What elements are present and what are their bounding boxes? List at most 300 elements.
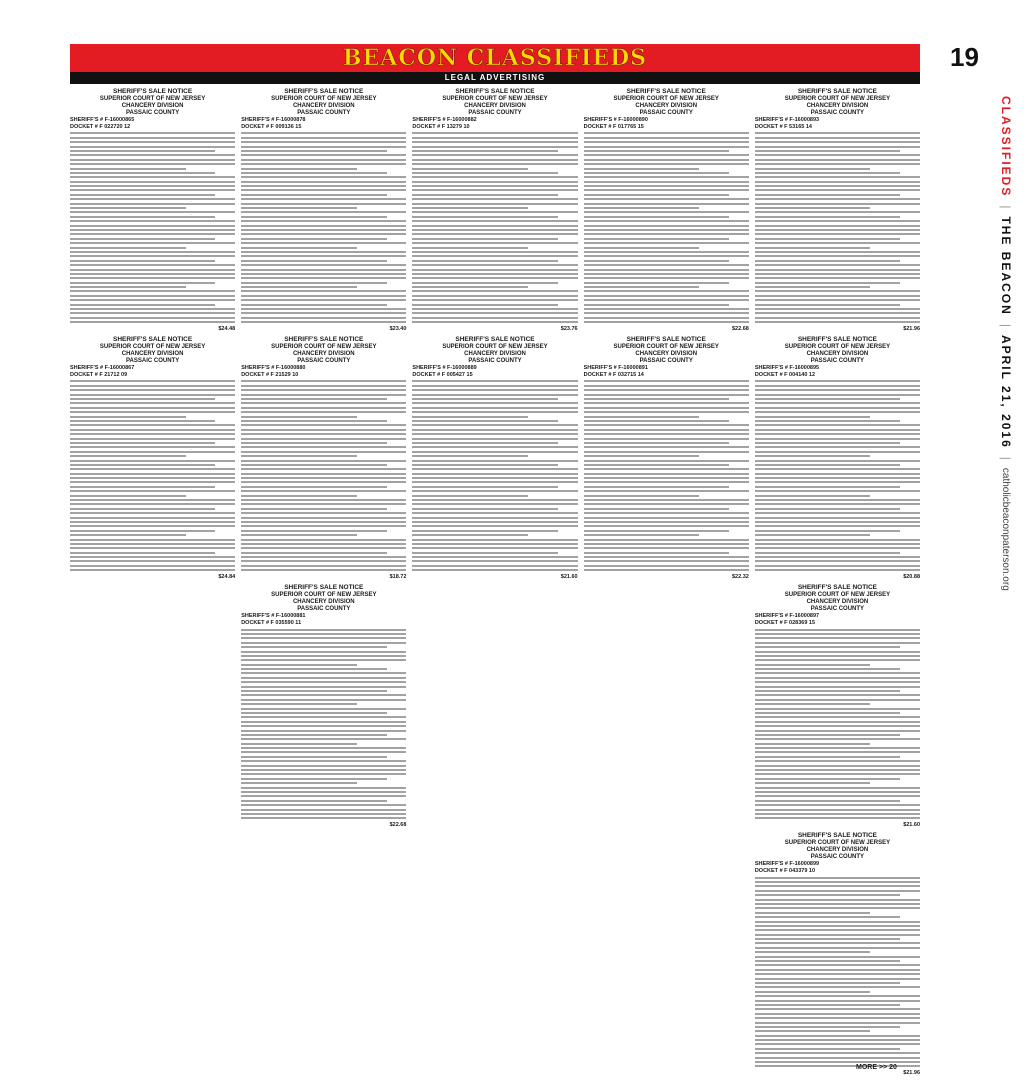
notice-body-line [241, 712, 386, 714]
notice-body-line [241, 730, 406, 732]
notice-body-line [241, 420, 386, 422]
notice-price: $24.84 [218, 573, 236, 580]
notice-body-line [70, 385, 235, 387]
notice-body-line [241, 159, 406, 161]
notice-docket-number: DOCKET # F 035590 11 [241, 619, 302, 626]
notice-body-line [412, 539, 577, 541]
continued-marker: MORE >> 20 [856, 1064, 897, 1071]
notice-body-line [584, 464, 729, 466]
notice-body-line [241, 738, 406, 740]
notice-body-line [755, 894, 900, 896]
notice-sheriff-number: SHERIFF'S # F-16000881 [241, 613, 306, 620]
notice-body-line [584, 433, 749, 435]
notice-body-line [241, 416, 357, 418]
notice-body-line [241, 760, 406, 762]
notice-price: $22.68 [731, 325, 749, 332]
notice-body-line [755, 225, 920, 227]
notice-body-line [412, 508, 557, 510]
notice-body-line [584, 269, 749, 271]
notice-body-line [412, 137, 577, 139]
notice-body-line [755, 747, 920, 749]
notice-body-line [241, 394, 406, 396]
notice-body-line [755, 508, 900, 510]
notice-body-line [70, 132, 235, 134]
notice-body-line [755, 416, 871, 418]
notice-title: SHERIFF'S SALE NOTICE [284, 88, 364, 95]
notice-body-line [755, 282, 900, 284]
notice-body-line [70, 486, 215, 488]
notice-body-line [755, 646, 900, 648]
notice-body-line [70, 525, 235, 527]
notice-body-line [755, 734, 900, 736]
notice-body-line [241, 282, 386, 284]
notice-body-line [755, 380, 920, 382]
notice-body-line [241, 716, 406, 718]
notice-body-line [584, 517, 749, 519]
notice-body-line [241, 455, 357, 457]
notice-body-line [584, 159, 749, 161]
notice-body-line [241, 734, 386, 736]
notice-body-line [584, 238, 729, 240]
notice-body-line [412, 433, 577, 435]
notice-body-line [412, 247, 528, 249]
notice-body-line [755, 290, 920, 292]
notice-division: CHANCERY DIVISION [806, 599, 869, 606]
notice-body-line [241, 795, 406, 797]
notice-sheriff-number: SHERIFF'S # F-16000897 [754, 613, 820, 620]
notice-body-line [755, 743, 871, 745]
notice-body-line [241, 681, 406, 683]
notice-body-line [584, 220, 749, 222]
notice-body-line [755, 681, 920, 683]
notice-body-line [70, 473, 235, 475]
notice-body-line [584, 137, 749, 139]
notice-body-line [755, 960, 900, 962]
notice-body-line [584, 560, 749, 562]
notice-body-line [584, 181, 749, 183]
notice-body-line [241, 809, 406, 811]
notice-body-line [755, 642, 920, 644]
notice-body-line [412, 172, 557, 174]
notice-body-line [755, 429, 920, 431]
notice-body-line [412, 181, 577, 183]
notice-body-line [241, 277, 406, 279]
notice-body-line [755, 956, 920, 958]
notice-docket-number: DOCKET # F 028369 15 [754, 619, 816, 626]
notice-body-line [412, 473, 577, 475]
notice-court: SUPERIOR COURT OF NEW JERSEY [99, 344, 206, 351]
side-paper: THE BEACON [999, 216, 1013, 316]
notice-body-line [412, 163, 577, 165]
notice-body-line [584, 556, 749, 558]
notice-body-line [584, 477, 749, 479]
notice-court: SUPERIOR COURT OF NEW JERSEY [271, 96, 377, 102]
notice-body-line [241, 181, 406, 183]
notice-body-line [412, 273, 577, 275]
notice-body-line [241, 176, 406, 178]
notice-price: $21.60 [560, 573, 578, 580]
notice-body-line [70, 495, 186, 497]
notice-body-line [412, 216, 557, 218]
notice-body-line [241, 255, 406, 257]
notice-body-line [70, 429, 235, 431]
notice-body-line [70, 189, 235, 191]
notice-body-line [412, 389, 577, 391]
legal-notice [412, 336, 577, 580]
notice-body-line [412, 321, 577, 323]
notice-body-line [241, 668, 386, 670]
notice-body-line [584, 282, 729, 284]
notice-body-line [241, 203, 406, 205]
notice-body-line [755, 446, 920, 448]
notice-body-line [412, 460, 577, 462]
notice-body-line [584, 547, 749, 549]
notice-body-line [584, 508, 729, 510]
notice-body-line [412, 185, 577, 187]
notice-body-line [241, 163, 406, 165]
notice-county: PASSAIC COUNTY [810, 110, 865, 116]
notice-body-line [755, 916, 900, 918]
notice-body-line [584, 150, 729, 152]
notice-body-line [241, 651, 406, 653]
column-2 [241, 88, 406, 1063]
notice-body-line [755, 517, 920, 519]
masthead [70, 44, 920, 72]
notice-body-line [755, 499, 920, 501]
notice-body-line [412, 207, 528, 209]
notice-body-line [412, 176, 577, 178]
notice-body-line [70, 242, 235, 244]
notice-body-line [755, 560, 920, 562]
notice-body-line [70, 176, 235, 178]
notice-body-line [755, 468, 920, 470]
notice-docket-number: DOCKET # F 004140 12 [754, 371, 816, 378]
notice-body-line [755, 247, 871, 249]
notice-body-line [70, 181, 235, 183]
notice-county: PASSAIC COUNTY [125, 110, 180, 116]
notice-body-line [755, 503, 920, 505]
notice-body-line [70, 146, 235, 148]
notice-division: CHANCERY DIVISION [806, 847, 869, 854]
notice-body-line [70, 185, 235, 187]
notice-body-line [70, 277, 235, 279]
notice-body-line [241, 146, 406, 148]
notice-body-line [584, 407, 749, 409]
notice-body-line [755, 168, 871, 170]
notice-body-line [70, 460, 235, 462]
notice-body-line [70, 207, 186, 209]
notice-body-line [755, 813, 920, 815]
notice-body-line [584, 486, 729, 488]
legal-notice [755, 336, 920, 580]
notice-division: CHANCERY DIVISION [121, 351, 184, 358]
notice-body-line [241, 233, 406, 235]
notice-body-line [241, 141, 406, 143]
side-banner: CLASSIFIEDS | THE BEACON | APRIL 21, 2016 | catholicbeaconpaterson.org [999, 96, 1013, 591]
notice-body-line [755, 530, 900, 532]
notice-body-line [755, 1061, 920, 1063]
notice-body-line [70, 565, 235, 567]
notice-body-line [412, 198, 577, 200]
notice-body-line [584, 460, 749, 462]
notice-body-line [755, 1000, 920, 1002]
notice-body-line [70, 211, 235, 213]
notice-body-line [755, 756, 900, 758]
notice-body-line [584, 154, 749, 156]
notice-body-line [70, 539, 235, 541]
notice-body-line [755, 137, 920, 139]
notice-title: SHERIFF'S SALE NOTICE [113, 88, 193, 95]
notice-title: SHERIFF'S SALE NOTICE [284, 336, 364, 344]
notice-body-line [70, 411, 235, 413]
notice-body-line [241, 486, 386, 488]
notice-body-line [755, 1013, 920, 1015]
notice-body-line [755, 903, 920, 905]
notice-body-line [755, 424, 920, 426]
notice-body-line [70, 512, 235, 514]
notice-body-line [584, 141, 749, 143]
page-number: 19 [950, 42, 979, 72]
notice-sheriff-number: SHERIFF'S # F-16000899 [754, 861, 820, 868]
notice-body-line [241, 229, 406, 231]
notice-body-line [584, 398, 729, 400]
notice-body-line [584, 521, 749, 523]
notice-body-line [241, 304, 386, 306]
notice-body-line [412, 229, 577, 231]
notice-body-line [70, 394, 235, 396]
notice-body-line [241, 194, 386, 196]
notice-body-line [241, 677, 406, 679]
notice-body-line [584, 424, 749, 426]
notice-body-line [412, 317, 577, 319]
notice-body-line [584, 530, 729, 532]
notice-body-line [70, 560, 235, 562]
notice-body-line [70, 543, 235, 545]
notice-body-line [412, 486, 557, 488]
notice-price: $18.72 [389, 573, 407, 580]
notice-body-line [70, 424, 235, 426]
notice-body-line [412, 251, 577, 253]
notice-county: PASSAIC COUNTY [810, 854, 865, 861]
notice-body-line [584, 146, 749, 148]
notice-body-line [755, 881, 920, 883]
notice-body-line [241, 290, 406, 292]
notice-title: SHERIFF'S SALE NOTICE [626, 336, 706, 344]
notice-body-line [70, 198, 235, 200]
notice-body-line [70, 569, 235, 571]
notice-sheriff-number: SHERIFF'S # F-16000878 [241, 117, 306, 123]
notice-body-line [584, 233, 749, 235]
notice-body-line [755, 159, 920, 161]
notice-body-line [70, 273, 235, 275]
notice-court: SUPERIOR COURT OF NEW JERSEY [784, 592, 891, 599]
notice-body-line [755, 921, 920, 923]
notice-price: $22.68 [389, 821, 407, 828]
notice-body-line [241, 765, 406, 767]
notice-body-line [755, 194, 900, 196]
notice-title: SHERIFF'S SALE NOTICE [455, 88, 535, 95]
notice-body-line [241, 800, 386, 802]
notice-body-line [755, 473, 920, 475]
notice-body-line [70, 225, 235, 227]
notice-body-line [755, 995, 920, 997]
notice-body-line [755, 677, 920, 679]
notice-division: CHANCERY DIVISION [806, 351, 869, 358]
notice-court: SUPERIOR COURT OF NEW JERSEY [271, 344, 377, 351]
notice-body-line [755, 716, 920, 718]
notice-body-line [412, 150, 557, 152]
notice-body-line [241, 543, 406, 545]
notice-body-line [70, 137, 235, 139]
notice-body-line [755, 286, 871, 288]
notice-body-line [412, 477, 577, 479]
notice-title: SHERIFF'S SALE NOTICE [284, 584, 364, 592]
notice-body-line [755, 817, 920, 819]
notice-body-line [412, 464, 557, 466]
notice-body-line [412, 380, 577, 382]
notice-division: CHANCERY DIVISION [464, 103, 526, 109]
notice-body-line [584, 438, 749, 440]
notice-body-line [584, 503, 749, 505]
notice-body-line [412, 521, 577, 523]
notice-body-line [584, 389, 749, 391]
notice-body-line [755, 725, 920, 727]
notice-body-line [241, 517, 406, 519]
notice-county: PASSAIC COUNTY [639, 358, 693, 365]
notice-body-line [70, 308, 235, 310]
notice-body-line [584, 552, 729, 554]
notice-body-line [584, 499, 749, 501]
notice-body-line [584, 451, 749, 453]
notice-body-line [412, 194, 557, 196]
notice-body-line [755, 534, 871, 536]
notice-sheriff-number: SHERIFF'S # F-16000890 [583, 117, 648, 123]
notice-body-line [70, 402, 235, 404]
notice-county: PASSAIC COUNTY [639, 110, 693, 116]
notice-body-line [755, 547, 920, 549]
notice-body-line [70, 508, 215, 510]
notice-price: $22.32 [731, 573, 749, 580]
notice-body-line [241, 703, 357, 705]
notice-body-line [755, 651, 920, 653]
notice-body-line [755, 991, 871, 993]
notice-body-line [755, 699, 920, 701]
notice-body-line [755, 721, 920, 723]
notice-body-line [241, 407, 406, 409]
notice-body-line [755, 486, 900, 488]
notice-body-line [412, 203, 577, 205]
notice-body-line [241, 512, 406, 514]
notice-body-line [70, 299, 235, 301]
notice-body-line [755, 308, 920, 310]
notice-body-line [584, 189, 749, 191]
notice-body-line [755, 703, 871, 705]
notice-body-line [70, 304, 215, 306]
column-4 [584, 88, 749, 1063]
notice-body-line [755, 629, 920, 631]
legal-notice [584, 88, 749, 332]
notice-body-line [755, 189, 920, 191]
notice-body-line [584, 198, 749, 200]
notice-body-line [584, 380, 749, 382]
notice-price: $24.48 [218, 325, 236, 332]
notice-body-line [412, 189, 577, 191]
notice-body-line [241, 473, 406, 475]
notice-body-line [755, 238, 900, 240]
notice-body-line [412, 490, 577, 492]
notice-body-line [755, 203, 920, 205]
notice-body-line [755, 773, 920, 775]
notice-body-line [412, 402, 577, 404]
notice-body-line [241, 385, 406, 387]
notice-body-line [70, 380, 235, 382]
notice-division: CHANCERY DIVISION [292, 103, 355, 109]
notice-body-line [412, 420, 557, 422]
notice-body-line [584, 495, 700, 497]
notice-body-line [755, 1043, 920, 1045]
notice-body-line [755, 163, 920, 165]
notice-body-line [412, 132, 577, 134]
notice-body-line [755, 411, 920, 413]
section-subtitle: LEGAL ADVERTISING [70, 72, 920, 84]
notice-title: SHERIFF'S SALE NOTICE [797, 336, 878, 344]
notice-sheriff-number: SHERIFF'S # F-16000865 [70, 117, 135, 123]
notice-docket-number: DOCKET # F 043379 10 [754, 867, 816, 874]
notice-sheriff-number: SHERIFF'S # F-16000880 [241, 365, 306, 372]
notice-body-line [241, 690, 386, 692]
notice-body-line [584, 194, 729, 196]
notice-county: PASSAIC COUNTY [125, 358, 180, 365]
notice-body-line [241, 433, 406, 435]
notice-body-line [755, 782, 871, 784]
notice-body-line [755, 765, 920, 767]
notice-body-line [584, 247, 700, 249]
notice-body-line [70, 556, 235, 558]
notice-body-line [70, 446, 235, 448]
notice-body-line [755, 181, 920, 183]
notice-price: $23.40 [389, 325, 407, 332]
notice-body-line [70, 438, 235, 440]
notice-body-line [70, 295, 235, 297]
notice-body-line [241, 699, 406, 701]
notice-body-line [241, 747, 406, 749]
notice-body-line [584, 420, 729, 422]
legal-notice [755, 88, 920, 332]
notice-body-line [241, 778, 386, 780]
notice-body-line [70, 255, 235, 257]
notice-division: CHANCERY DIVISION [292, 351, 355, 358]
notice-body-line [584, 468, 749, 470]
notice-body-line [755, 543, 920, 545]
notice-county: PASSAIC COUNTY [297, 110, 351, 116]
notice-court: SUPERIOR COURT OF NEW JERSEY [442, 344, 548, 351]
notice-body-line [584, 569, 749, 571]
notice-body-line [755, 1004, 900, 1006]
notice-body-line [755, 890, 920, 892]
notice-body-line [241, 539, 406, 541]
notice-court: SUPERIOR COURT OF NEW JERSEY [271, 592, 377, 599]
notice-body-line [755, 686, 920, 688]
notice-body-line [584, 176, 749, 178]
notice-body-line [755, 451, 920, 453]
notice-division: CHANCERY DIVISION [292, 599, 355, 606]
notice-sheriff-number: SHERIFF'S # F-16000889 [412, 365, 477, 372]
notice-body-line [70, 194, 215, 196]
notice-body-line [755, 407, 920, 409]
notice-body-line [755, 433, 920, 435]
notice-county: PASSAIC COUNTY [297, 606, 351, 613]
notice-body-line [70, 238, 215, 240]
